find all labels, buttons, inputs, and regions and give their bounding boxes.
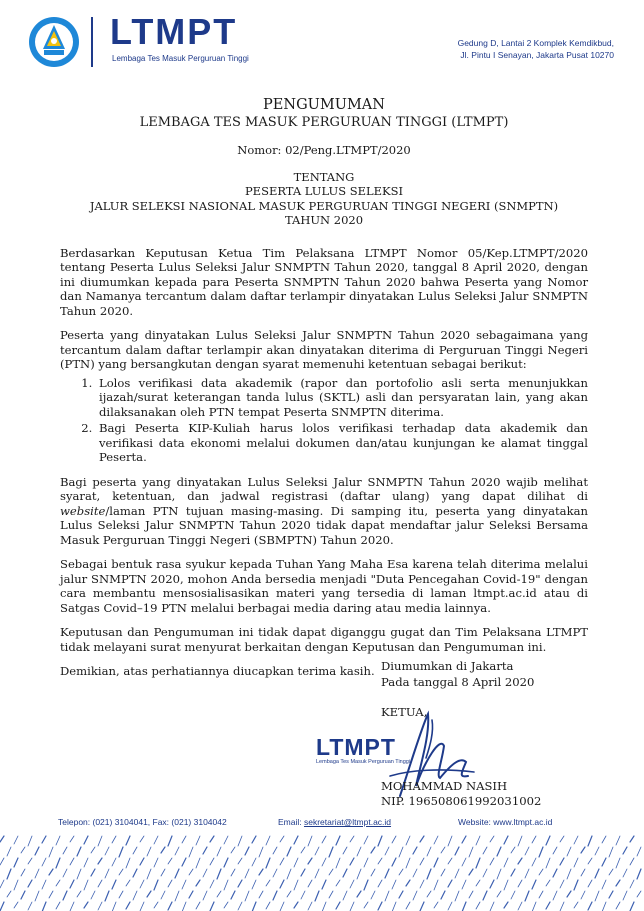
address-line-1: Gedung D, Lantai 2 Komplek Kemdikbud, xyxy=(457,38,614,48)
letterhead xyxy=(0,0,644,80)
footer-email-label: Email: xyxy=(278,817,304,827)
registration-text-b: /laman PTN tujuan masing-masing. Di samping itu, peserta yang dinyatakan Lulus Seleksi Jalur SNMPTN Tahun 2020 tidak dapat mendaftar jalur Seleksi Bersama Masuk Perguruan Tinggi Negeri (SBMPTN) Tahun 2020. xyxy=(60,503,588,547)
paragraph-covid-ambassador: Sebagai bentuk rasa syukur kepada Tuhan Yang Maha Esa karena telah diterima melalui jalur SNMPTN 2020, mohon Anda bersedia menjadi "Duta Pencegahan Covid-19" dengan cara membantu mensosialisasikan materi yang tersedia di laman ltmpt.ac.id atau di Satgas Covid–19 PTN melalui berbagai media daring atau media lainnya. xyxy=(60,557,588,615)
announce-place: Diumumkan di Jakarta xyxy=(381,659,514,673)
signer-nip: NIP. 196508061992031002 xyxy=(381,794,542,808)
signer-role: KETUA, xyxy=(381,705,428,719)
decorative-pattern xyxy=(0,832,644,911)
requirement-item: 1. Lolos verifikasi data akademik (rapor dan portofolio asli serta menunjukkan ijazah/surat keterangan tanda lulus (SKTL) asli dan persyaratan lain, yang akan dilaksanakan oleh PTN tempat Peserta SNMPTN diterima. xyxy=(96,376,588,420)
paragraph-registration xyxy=(60,475,588,548)
brand-tagline: Lembaga Tes Masuk Perguruan Tinggi xyxy=(112,54,249,63)
announcement xyxy=(60,96,588,689)
doc-subject-3: TAHUN 2020 xyxy=(284,213,364,227)
address xyxy=(458,37,614,61)
announce-date: Pada tanggal 8 April 2020 xyxy=(381,675,535,689)
registration-text-a: Bagi peserta yang dinyatakan Lulus Seleksi Jalur SNMPTN Tahun 2020 wajib melihat syarat, ketentuan, dan jadwal registrasi (daftar ulang) yang dapat dilihat di xyxy=(60,474,588,503)
doc-subject-2: JALUR SELEKSI NASIONAL MASUK PERGURUAN TINGGI NEGERI (SNMPTN) xyxy=(89,198,559,213)
doc-about: TENTANG xyxy=(293,169,355,184)
paragraph-final-decision: Keputusan dan Pengumuman ini tidak dapat diganggu gugat dan Tim Pelaksana LTMPT tidak melayani surat menyurat berkaitan dengan Keputusan dan Pengumuman ini. xyxy=(60,625,588,654)
requirement-item: 2. Bagi Peserta KIP-Kuliah harus lolos verifikasi terhadap data akademik dan verifikasi data ekonomi melalui dokumen dan/atau kunjungan ke alamat tinggal Peserta. xyxy=(96,421,588,465)
brand-name: LTMPT xyxy=(110,11,238,52)
address-line-2: Jl. Pintu I Senayan, Jakarta Pusat 10270 xyxy=(460,50,614,60)
doc-institution: LEMBAGA TES MASUK PERGURUAN TINGGI (LTMPT) xyxy=(139,115,509,130)
signer-name: MOHAMMAD NASIH xyxy=(381,779,508,793)
doc-subject-1: PESERTA LULUS SELEKSI xyxy=(244,184,404,198)
doc-number: Nomor: 02/Peng.LTMPT/2020 xyxy=(237,143,411,157)
stamp-logo-name: LTMPT xyxy=(316,734,396,760)
stamp-logo-tagline: Lembaga Tes Masuk Perguruan Tinggi xyxy=(316,759,411,765)
registration-text-italic: website xyxy=(60,503,106,518)
requirements-list xyxy=(60,376,588,465)
paragraph-decree: Berdasarkan Keputusan Ketua Tim Pelaksana LTMPT Nomor 05/Kep.LTMPT/2020 tentang Peserta Lulus Seleksi Jalur SNMPTN Tahun 2020, tanggal 8 April 2020, dengan ini diumumkan kepada para Peserta SNMPTN Tahun 2020 bahwa Peserta yang Nomor dan Namanya tercantum dalam daftar terlampir dinyatakan Lulus Seleksi Jalur SNMPTN Tahun 2020. xyxy=(60,245,588,318)
footer-email xyxy=(278,817,391,827)
doc-heading: PENGUMUMAN xyxy=(263,97,385,113)
footer-phone: Telepon: (021) 3104041, Fax: (021) 3104042 xyxy=(58,817,227,827)
paragraph-closing: Demikian, atas perhatiannya diucapkan terima kasih. xyxy=(60,664,375,678)
signer xyxy=(381,779,541,809)
footer-website[interactable]: Website: www.ltmpt.ac.id xyxy=(458,817,553,827)
brand-divider xyxy=(91,17,93,67)
tut-wuri-handayani-emblem-icon xyxy=(28,16,80,68)
paragraph-requirements-intro: Peserta yang dinyatakan Lulus Seleksi Jalur SNMPTN Tahun 2020 sebagaimana yang tercantum dalam daftar terlampir akan dinyatakan diterima di Perguruan Tinggi Negeri (PTN) yang bersangkutan dengan syarat memenuhi ketentuan sebagai berikut: xyxy=(60,328,588,371)
footer-email-link[interactable]: sekretariat@ltmpt.ac.id xyxy=(303,817,392,827)
